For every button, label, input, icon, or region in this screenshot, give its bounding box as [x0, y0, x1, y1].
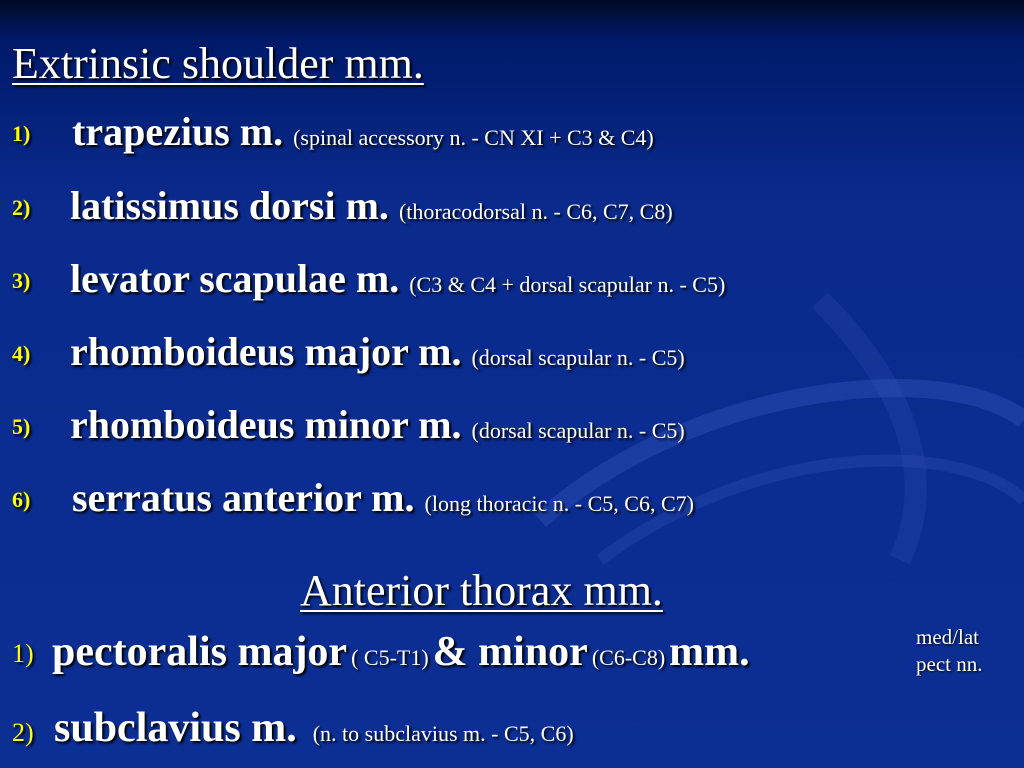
- muscle-suffix: mm.: [669, 629, 750, 675]
- innervation-note: (C3 & C4 + dorsal scapular n. - C5): [409, 272, 726, 297]
- list-item: [54, 704, 574, 752]
- muscle-name: levator scapulae m.: [70, 256, 400, 301]
- list-item: [52, 628, 750, 676]
- muscle-name: latissimus dorsi m.: [70, 183, 389, 228]
- side-note: [916, 624, 982, 678]
- list-item-number: 1): [12, 639, 34, 668]
- list-item-number: 2): [12, 195, 31, 220]
- list-item-number: 6): [12, 487, 31, 512]
- innervation-note: (thoracodorsal n. - C6, C7, C8): [398, 199, 673, 224]
- list-item: [72, 108, 654, 155]
- muscle-name: pectoralis major: [52, 629, 348, 675]
- side-note-line: pect nn.: [916, 652, 983, 676]
- list-item: [70, 401, 685, 448]
- innervation-note: (dorsal scapular n. - C5): [471, 418, 685, 443]
- muscle-name: serratus anterior m.: [72, 475, 415, 520]
- muscle-name: subclavius m.: [54, 705, 297, 751]
- innervation-note: (long thoracic n. - C5, C6, C7): [424, 491, 694, 516]
- innervation-note: (spinal accessory n. - CN XI + C3 & C4): [293, 125, 654, 150]
- anterior-heading: Anterior thorax mm.: [300, 566, 663, 615]
- innervation-note: (dorsal scapular n. - C5): [471, 345, 685, 370]
- list-item: [70, 255, 725, 302]
- list-item: [72, 474, 694, 521]
- list-item-number: 5): [12, 414, 31, 439]
- muscle-name: rhomboideus minor m.: [70, 402, 462, 447]
- extrinsic-heading: Extrinsic shoulder mm.: [12, 39, 424, 88]
- list-item-number: 3): [12, 268, 31, 293]
- innervation-note: ( C5-T1): [351, 645, 429, 670]
- list-item: [70, 328, 685, 375]
- innervation-note-minor: (C6-C8): [591, 645, 666, 670]
- muscle-name-minor: & minor: [432, 629, 588, 675]
- list-item-number: 2): [12, 718, 34, 747]
- list-item-number: 1): [12, 121, 31, 146]
- innervation-note: (n. to subclavius m. - C5, C6): [312, 721, 574, 746]
- side-note-line: med/lat: [916, 625, 979, 649]
- muscle-name: trapezius m.: [72, 109, 284, 154]
- list-item-number: 4): [12, 341, 31, 366]
- muscle-name: rhomboideus major m.: [70, 329, 462, 374]
- list-item: [70, 182, 673, 229]
